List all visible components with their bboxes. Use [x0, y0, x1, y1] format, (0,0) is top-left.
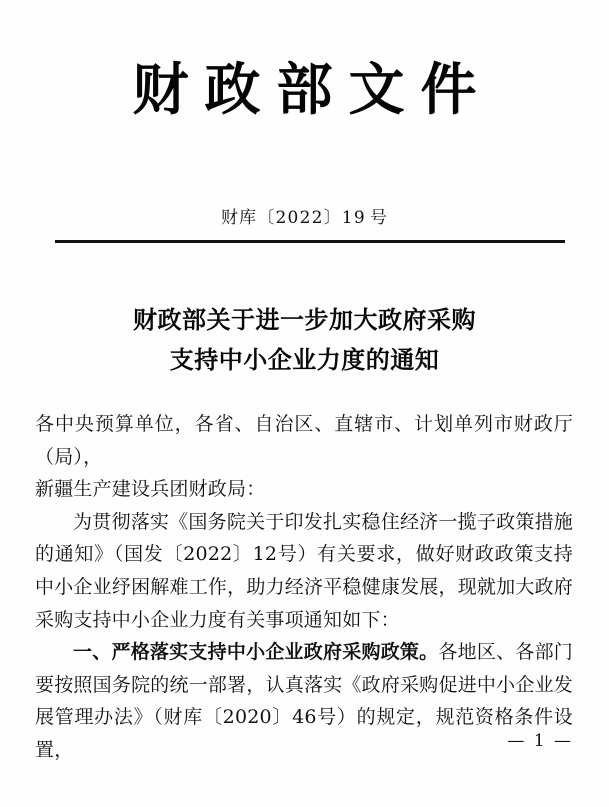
document-number — [0, 203, 609, 228]
header-divider-rule — [55, 240, 565, 243]
document-body — [35, 408, 573, 767]
addressee-line-2: 新疆生产建设兵团财政局： — [35, 478, 266, 501]
document-title-line-1: 财政部关于进一步加大政府采购 — [133, 305, 476, 334]
document-title — [0, 300, 609, 380]
masthead-title: 财政部文件 — [132, 57, 493, 123]
addressee-line-1: 各中央预算单位，各省、自治区、直辖市、计划单列市财政厅（局）， — [35, 413, 573, 468]
page-number: — 1 — — [507, 731, 573, 751]
section-1-body: 各地区、各部门要按照国务院的统一部署，认真落实《政府采购促进中小企业发展管理办法》（财库〔2020〕46号）的规定，规范资格条件设置， — [35, 641, 573, 761]
document-number-suffix: 号 — [369, 208, 389, 228]
section-1-heading: 一、严格落实支持中小企业政府采购政策。 — [73, 641, 439, 664]
body-paragraph-1: 为贯彻落实《国务院关于印发扎实稳住经济一揽子政策措施的通知》（国发〔2022〕12号）有关要求，做好财政政策支持中小企业纾困解难工作，助力经济平稳健康发展，现就加大政府采购支持中小企业力度有关事项通知如下： — [35, 510, 573, 631]
document-number-prefix: 财库〔2022〕19 — [220, 208, 366, 228]
document-title-line-2: 支持中小企业力度的通知 — [169, 345, 440, 374]
